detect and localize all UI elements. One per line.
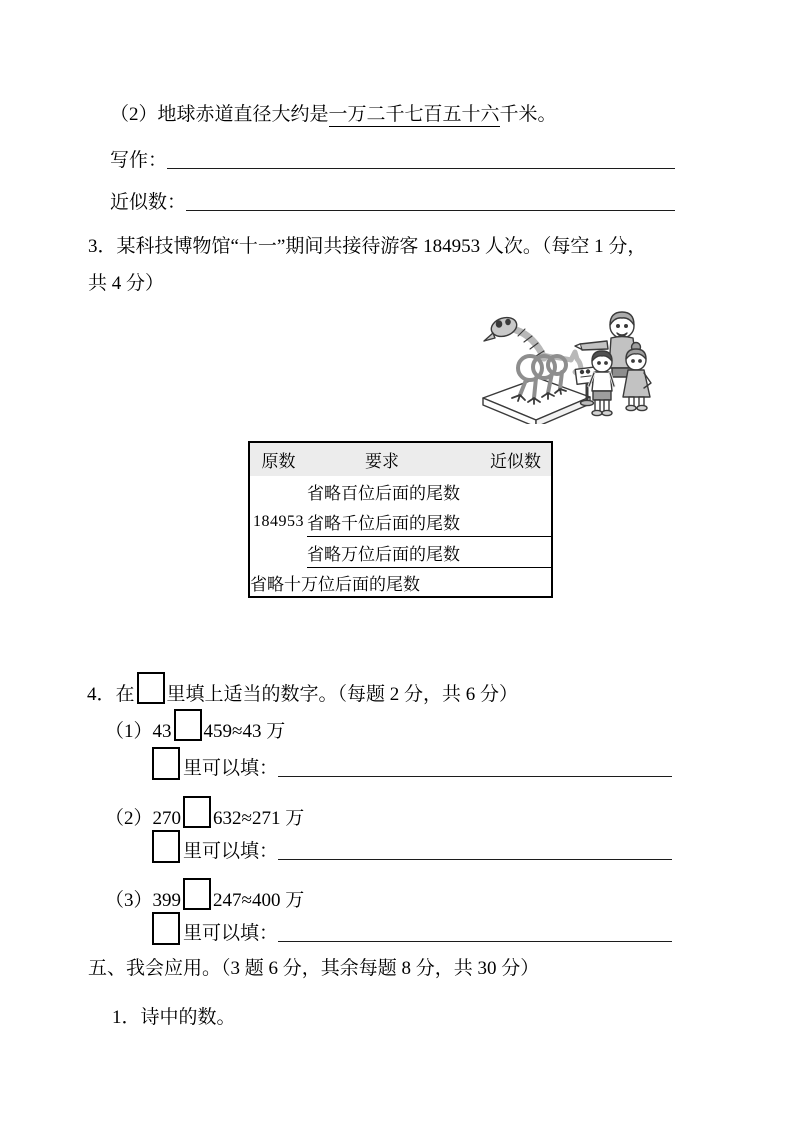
rounding-table xyxy=(248,441,553,598)
fill-box xyxy=(152,830,180,863)
item2-sentence xyxy=(110,103,557,127)
sub3-prefix: （3）399 xyxy=(105,890,182,911)
approx-label: 近似数： xyxy=(110,192,187,213)
section5-heading: 五、我会应用。（3 题 6 分，其余每题 8 分，共 30 分） xyxy=(88,958,540,979)
fill-box xyxy=(183,796,211,828)
fill-label: 里可以填： xyxy=(183,758,279,779)
sub2-suffix: 632≈271 万 xyxy=(213,808,305,829)
item4-heading-suffix: 里填上适当的数字。（每题 2 分，共 6 分） xyxy=(166,684,519,705)
requirement-cell-hundreds: 省略百位后面的尾数 xyxy=(307,483,460,503)
table-row xyxy=(249,476,552,506)
girl-figure xyxy=(623,343,651,411)
fill-box xyxy=(152,912,180,945)
sub1-suffix: 459≈43 万 xyxy=(203,721,286,742)
original-number-cell: 184953 xyxy=(253,512,304,530)
write-as-row xyxy=(110,146,675,172)
header-requirement: 要求 xyxy=(365,452,399,471)
sub3-suffix: 247≈400 万 xyxy=(213,890,305,911)
sub2-prefix: （2）270 xyxy=(105,808,182,829)
item4-sub3-line xyxy=(105,878,304,913)
fill-label: 里可以填： xyxy=(183,841,279,862)
museum-illustration xyxy=(476,300,676,424)
sub3-answer-blank xyxy=(278,941,672,942)
sub2-answer-row xyxy=(152,830,672,863)
requirement-cell-tenthousands: 省略万位后面的尾数 xyxy=(307,537,552,568)
fill-label: 里可以填： xyxy=(183,923,279,944)
requirement-cell-hundredthousands: 省略十万位后面的尾数 xyxy=(250,574,420,594)
table-header-row xyxy=(249,442,552,476)
fill-box xyxy=(174,709,202,741)
item3-line2: 共 4 分） xyxy=(88,273,165,294)
sub1-answer-row xyxy=(152,747,672,780)
approx-row xyxy=(110,188,675,214)
write-as-blank xyxy=(167,168,675,169)
boy-figure xyxy=(589,351,614,416)
table-row xyxy=(249,568,552,598)
fill-box xyxy=(183,878,211,910)
fill-box xyxy=(152,747,180,780)
item4-heading xyxy=(87,672,518,707)
item2-underlined-number: 一万二千七百五十六 xyxy=(328,104,500,125)
approx-blank xyxy=(186,210,675,211)
header-original-number: 原数 xyxy=(249,442,307,476)
fill-box xyxy=(137,672,165,704)
requirement-cell-thousands: 省略千位后面的尾数 xyxy=(307,506,552,537)
write-as-label: 写作： xyxy=(110,150,168,171)
header-requirement-approx xyxy=(307,442,552,476)
sub2-answer-blank xyxy=(278,859,672,860)
item4-heading-prefix: 4．在 xyxy=(87,684,135,705)
section5-item1: 1．诗中的数。 xyxy=(112,1007,236,1028)
header-approx: 近似数 xyxy=(490,452,541,471)
item4-sub2-line xyxy=(105,796,304,831)
sub3-answer-row xyxy=(152,912,672,945)
item2-suffix: 千米。 xyxy=(499,104,557,125)
item4-sub1-line xyxy=(105,709,285,744)
item2-prefix: （2）地球赤道直径大约是 xyxy=(110,104,329,125)
sub1-answer-blank xyxy=(278,776,672,777)
item3-line1: 3．某科技博物馆“十一”期间共接待游客 184953 人次。（每空 1 分， xyxy=(88,236,647,257)
sub1-prefix: （1）43 xyxy=(105,721,172,742)
